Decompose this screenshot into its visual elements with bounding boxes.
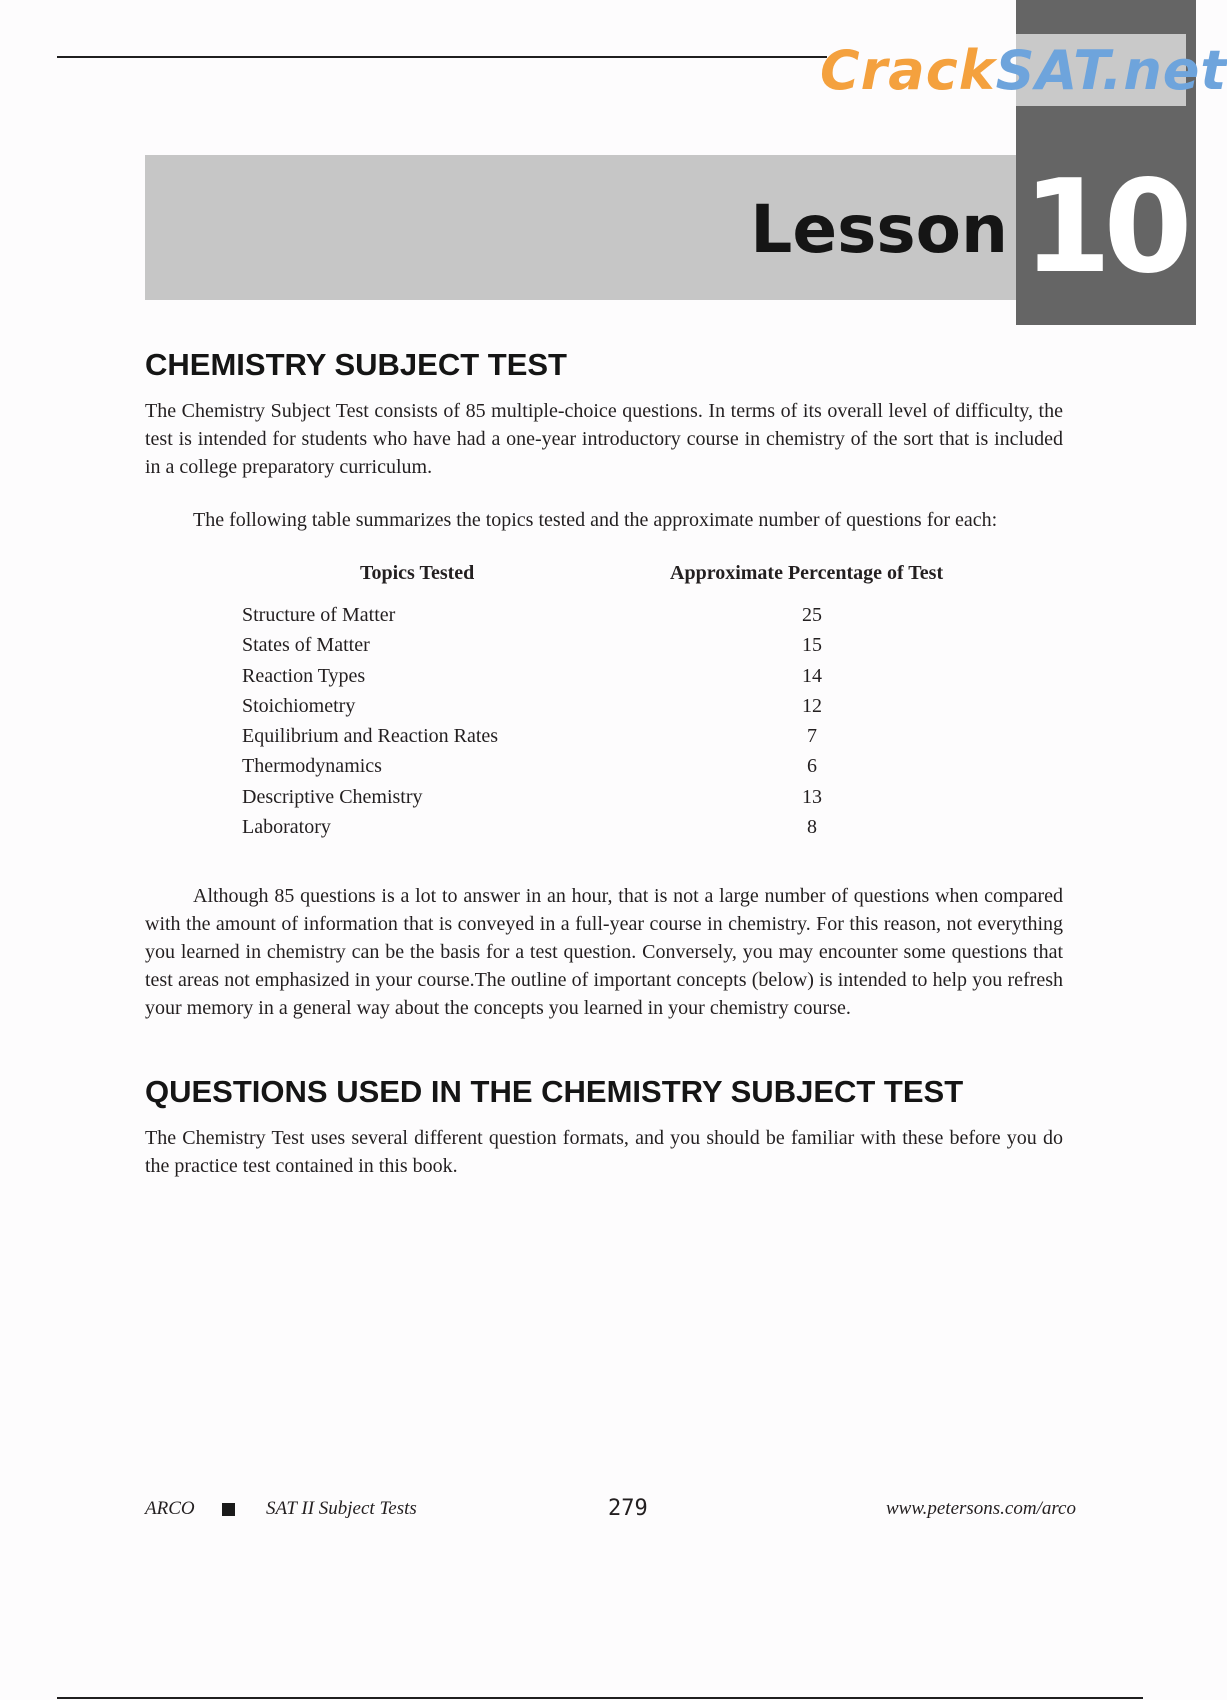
table-row [242, 751, 922, 781]
footer-url: www.petersons.com/arco [886, 1498, 1076, 1519]
topic-name: Laboratory [242, 816, 331, 839]
topic-percentage: 14 [802, 664, 822, 687]
page-number: 279 [608, 1496, 648, 1521]
footer-rule [57, 1697, 1143, 1699]
table-intro-paragraph: The following table summarizes the topics tested and the approximate number of questions for each: [193, 509, 998, 531]
footer-book-title: SAT II Subject Tests [266, 1498, 417, 1519]
footer-publisher: ARCO [145, 1498, 195, 1519]
topic-percentage: 13 [802, 785, 822, 808]
table-row [242, 661, 922, 691]
table-row [242, 630, 922, 660]
intro-paragraph: The Chemistry Subject Test consists of 85 multiple-choice questions. In terms of its overall level of difficulty, the test is intended for students who have had a one-year introductory course in chemistry of the sort that is included in a college preparatory curriculum. [145, 400, 1063, 478]
watermark-part-1: Crack [820, 39, 996, 102]
column-header-percentage: Approximate Percentage of Test [670, 562, 944, 584]
table-row [242, 721, 922, 751]
lesson-label: Lesson [750, 191, 1008, 268]
lesson-number: 10 [1022, 153, 1185, 302]
topic-name: Thermodynamics [242, 755, 382, 778]
topic-percentage: 12 [802, 694, 822, 717]
topic-percentage: 8 [807, 816, 817, 839]
topic-percentage: 7 [807, 725, 817, 748]
watermark-part-2: SAT.net [995, 39, 1227, 102]
topic-name: Stoichiometry [242, 694, 356, 717]
explanation-paragraph: Although 85 questions is a lot to answer in an hour, that is not a large number of questions when compared with the amount of information that is conveyed in a full-year course in chemistry. For this reason, not everything you learned in chemistry can be the basis for a test question. Conversely, you may encounter some questions that test areas not emphasized in your course.The outline of important concepts (below) is intended to help you refresh your memory in a general way about the concepts you learned in your chemistry course. [145, 885, 1063, 1019]
table-row [242, 812, 922, 842]
topic-percentage: 6 [807, 755, 817, 778]
table-row [242, 782, 922, 812]
table-row [242, 600, 922, 630]
column-header-topics: Topics Tested [360, 562, 475, 584]
table-row [242, 691, 922, 721]
topics-table [242, 600, 922, 842]
section-heading-questions-used: QUESTIONS USED IN THE CHEMISTRY SUBJECT TEST [145, 1074, 964, 1109]
topic-percentage: 15 [802, 634, 822, 657]
header-rule [57, 56, 827, 58]
footer-separator-square [222, 1503, 235, 1516]
watermark-logo [820, 36, 1227, 106]
formats-paragraph: The Chemistry Test uses several different question formats, and you should be familiar with these before you do the practice test contained in this book. [145, 1127, 1063, 1177]
topic-percentage: 25 [802, 604, 822, 626]
section-heading-chemistry-subject-test: CHEMISTRY SUBJECT TEST [145, 347, 567, 382]
topic-name: Descriptive Chemistry [242, 785, 423, 808]
topic-name: States of Matter [242, 634, 370, 657]
topic-name: Reaction Types [242, 664, 366, 687]
topic-name: Equilibrium and Reaction Rates [242, 725, 499, 748]
topic-name: Structure of Matter [242, 604, 396, 626]
